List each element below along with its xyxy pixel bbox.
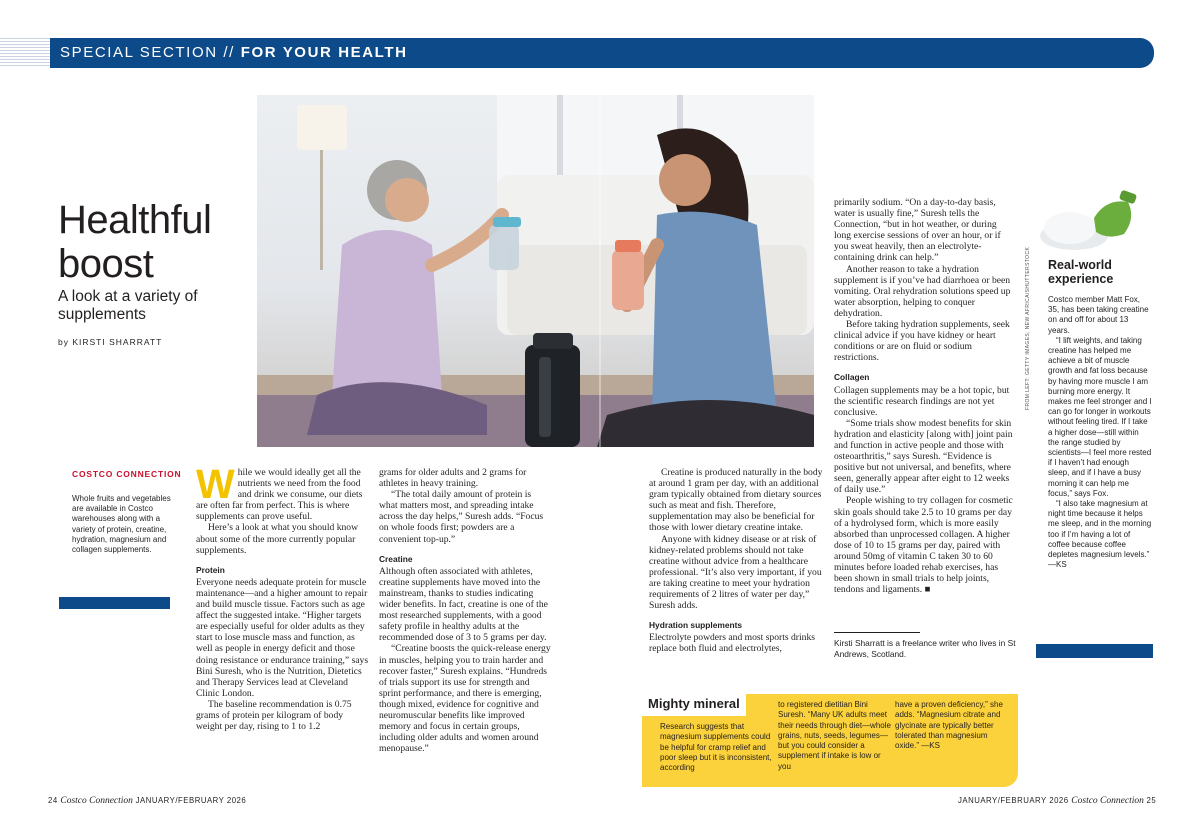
bio-rule (834, 632, 920, 633)
article-dek: A look at a variety of supplements (58, 288, 198, 323)
subhead-hydration: Hydration supplements (649, 620, 743, 631)
paragraph: The baseline recommendation is 0.75 grams of protein per kilogram of body weight per day, rising to 1 to 1.2 (196, 698, 352, 733)
paragraph: Creatine is produced naturally in the body at around 1 gram per day, with an additional gram typically obtained from dietary sources such as meat and fish. Therefore, supplementation may also be beneficial for those with lower dietary creatine intake. (649, 467, 823, 534)
mighty-mineral-title: Mighty mineral (648, 696, 740, 711)
issue-date: JANUARY/FEBRUARY 2026 (958, 796, 1069, 805)
paragraph: Here’s a look at what you should know about some of the more currently popular supplements. (196, 522, 359, 556)
section-label: SPECIAL SECTION // (60, 44, 235, 61)
paragraph: primarily sodium. “On a day-to-day basis, water is usually fine,” Suresh tells the Connection, “but in hot weather, or during long exercise sessions of over an hour, or if you sweat heavily, then an electrolyte-containing drink can help.” (834, 197, 1001, 264)
real-world-body (1048, 295, 1152, 570)
intro-text: hile we would ideally get all the nutrients we need from the food and drink we consume, our diets are often far from perfect. This is where supplements can prove useful. (196, 467, 363, 523)
subhead-protein: Protein (196, 564, 225, 575)
hero-photo-two-women-with-shaker-bottles (257, 95, 814, 447)
real-world-title: Real-world experience (1048, 258, 1114, 286)
folio-right (958, 796, 1156, 806)
body-column-3 (649, 467, 823, 655)
paragraph: “I lift weights, and taking creatine has helped me achieve a bit of muscle growth and fat loss because by having more muscle I am burning more energy. It makes me feel stronger and I can go for longer in workouts without feeling tired. If I take a higher dose—still within the range studied by scientists—I feel more rested if I haven’t had enough sleep, and if I have a busy morning it can help me focus,” says Fox. (1048, 335, 1152, 498)
dropcap: W (196, 461, 235, 507)
paragraph: “Creatine boosts the quick-release energy in muscles, helping you to train harder and recover faster,” Suresh explains. “Hundreds of trials support its use for strength and sprint performance, and there is emerging, though mixed, evidence for cognitive and neuromuscular benefits like improved memory and focus in certain groups, including older adults and women around menopause.” (379, 643, 551, 755)
sidebar-accent-bar (1036, 644, 1153, 658)
paragraph: Costco member Matt Fox, 35, has been taking creatine on and off for about 13 years. (1048, 295, 1149, 335)
page-number: 24 (48, 796, 58, 805)
paragraph: Before taking hydration supplements, seek clinical advice if you have kidney or heart conditions or are on fluid or sodium restrictions. (834, 319, 1010, 364)
body-column-4 (834, 197, 1016, 595)
body-column-2 (379, 467, 551, 754)
paragraph: Everyone needs adequate protein for muscle maintenance—and a higher amount to repair and build muscle tissue. Factors such as age affect the suggested intake. “Higher targets are especially useful for older adults as they start to lose muscle mass and function, as well as people in energy deficit and those doing resistance or endurance training,” says Bini Suresh, who is the Nutrition, Dietetics and Therapy Services lead at Cleveland Clinic London. (196, 576, 369, 699)
mighty-mineral-col-3: have a proven deficiency,” she adds. “Magnesium citrate and glycinate are typically better tolerated than magnesium oxide.” —KS (895, 700, 1003, 751)
article-byline: by KIRSTI SHARRATT (58, 337, 163, 347)
paragraph: grams for older adults and 2 grams for athletes in heavy training. (379, 467, 527, 490)
paragraph: Collagen supplements may be a hot topic, but the scientific research findings are not yet conclusive. (834, 384, 1010, 418)
paragraph: Electrolyte powders and most sports drinks replace both fluid and electrolytes, (649, 632, 815, 655)
paragraph: “The total daily amount of protein is what matters most, and spreading intake across the day helps,” Suresh adds. “Focus on whole foods first; powders are a convenient top-up.” (379, 489, 544, 545)
paragraph: People wishing to try collagen for cosmetic skin goals should take 2.5 to 10 grams per day of a hydrolysed form, which is more easily absorbed than unprocessed collagen. A higher dose of 10 to 15 grams per day, paired with around 50mg of vitamin C taken 30 to 60 minutes before loaded rehab exercises, has been shown in small trials to help joints, tendons and ligaments. ■ (834, 495, 1013, 596)
mighty-mineral-col-2: to registered dietitian Bini Suresh. “Many UK adults meet their needs through diet—whole grains, nuts, seeds, legumes—but you could consider a supplement if intake is low or you (778, 700, 891, 771)
publication-name: Costco Connection (60, 796, 133, 806)
issue-date: JANUARY/FEBRUARY 2026 (135, 796, 247, 805)
article-headline: Healthful boost (58, 198, 212, 286)
photo-credit (1025, 246, 1033, 410)
intro-paragraph (196, 461, 369, 523)
header-hatch-decoration (0, 38, 52, 68)
subhead-creatine: Creatine (379, 553, 413, 564)
sidebar-accent-bar (59, 597, 170, 609)
paragraph: “Some trials show modest benefits for skin hydration and elasticity [along with] joint pain and function in active people and those with osteoarthritis,” says Suresh. “Evidence is positive but not universal, and benefits, where seen, generally appear after eight to 12 weeks of daily use.” (834, 417, 1013, 496)
section-header (60, 44, 408, 61)
costco-connection-label: COSTCO CONNECTION (72, 469, 182, 479)
mighty-mineral-col-1: Research suggests that magnesium supplements could be helpful for cramp relief and poor sleep but it is inconsistent, according (660, 722, 772, 773)
costco-connection-note: Whole fruits and vegetables are available in Costco warehouses along with a variety of protein, creatine, hydration, magnesium and collagen supplements. (72, 494, 171, 555)
page-number: 25 (1146, 796, 1157, 805)
publication-name: Costco Connection (1071, 796, 1144, 806)
photo-credit-text: FROM LEFT: GETTY IMAGES; NEW AFRICA/SHUTTERSTOCK (1025, 246, 1031, 410)
powder-scoop-illustration (1036, 188, 1141, 258)
section-topic: FOR YOUR HEALTH (240, 44, 408, 61)
body-column-1 (196, 461, 369, 733)
author-bio: Kirsti Sharratt is a freelance writer who lives in St Andrews, Scotland. (834, 638, 1016, 659)
folio-left (48, 796, 246, 806)
subhead-collagen: Collagen (834, 372, 870, 383)
paragraph: “I also take magnesium at night time because it helps me sleep, and in the morning too if I’m having a lot of coffee because coffee depletes magnesium levels.” —KS (1048, 499, 1152, 570)
paragraph: Although often associated with athletes, creatine supplements have moved into the mainstream, thanks to studies indicating wider benefits. In fact, creatine is one of the most researched supplements, with a good safety profile in healthy adults at the recommended dose of 3 to 5 grams per day. (379, 565, 548, 644)
paragraph: Anyone with kidney disease or at risk of kidney-related problems should not take creatine without advice from a healthcare professional. “It’s also very important, if you are taking creatine to meet your hydration requirements of 2 litres of water per day,” Suresh adds. (649, 533, 822, 612)
paragraph: Another reason to take a hydration supplement is if you’ve had diarrhoea or been vomiting. Oral rehydration solutions speed up water absorption, helping to conquer dehydration. (834, 263, 1011, 319)
page-gutter (599, 95, 601, 447)
